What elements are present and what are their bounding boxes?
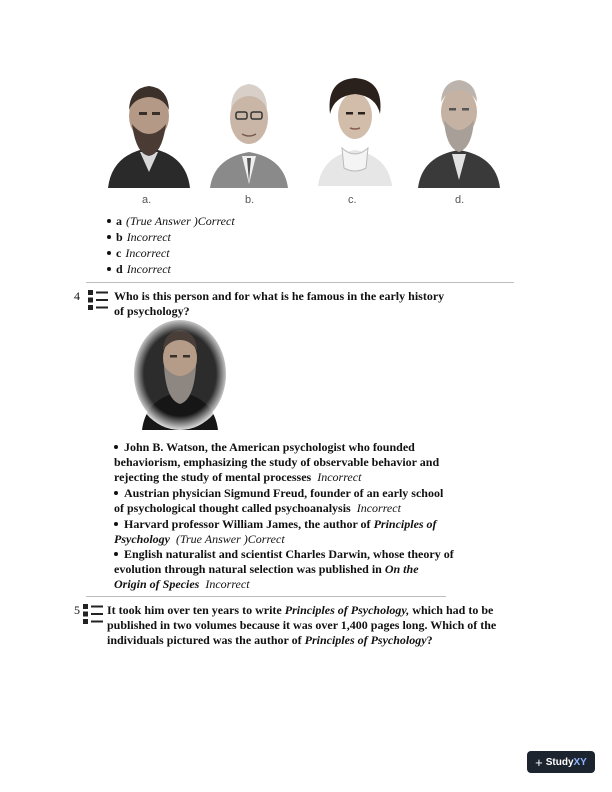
question-number: 5	[74, 603, 80, 617]
q3-option-b: b Incorrect	[107, 230, 171, 244]
plus-icon: +	[535, 754, 543, 770]
question-text: It took him over ten years to write Principles of Psychology, which had to be published in two volumes because it was over 1,400 pages long. Which of the individuals pictured was the author of Principles of Psychology?	[107, 603, 497, 647]
portrait-d	[414, 70, 504, 188]
q4-choice-james: Harvard professor William James, the author of Principles of Psychology (True Answer )Correct	[114, 517, 437, 547]
brand-accent: XY	[573, 756, 587, 768]
portrait-a	[106, 72, 192, 188]
portrait-william-james	[132, 318, 228, 430]
photo-label-a: a.	[142, 194, 152, 206]
q4-choice-watson: John B. Watson, the American psychologist who founded behaviorism, emphasizing the study of observable behavior and rejecting the study of mental processes Incorrect	[114, 440, 440, 485]
portrait-c	[312, 70, 398, 186]
list-icon	[82, 603, 104, 625]
photo-label-d: d.	[455, 194, 465, 206]
q4-choice-darwin: English naturalist and scientist Charles Darwin, whose theory of evolution through natural selection was published in On the Origin of Species Incorrect	[114, 547, 454, 592]
question-text: Who is this person and for what is he famous in the early history of psychology?	[114, 289, 445, 318]
studyxy-badge[interactable]	[527, 751, 595, 773]
q4-choice-freud: Austrian physician Sigmund Freud, founder of an early school of psychological thought called psychoanalysis Incorrect	[114, 486, 444, 516]
portrait-b	[206, 72, 292, 188]
q3-option-a: a (True Answer )Correct	[107, 214, 235, 228]
divider	[86, 596, 446, 597]
photo-label-b: b.	[245, 194, 255, 206]
photo-label-c: c.	[348, 194, 357, 206]
list-icon	[87, 289, 109, 311]
brand-name: Study	[545, 756, 574, 768]
q3-option-c: c Incorrect	[107, 246, 170, 260]
divider	[86, 282, 514, 283]
q3-option-d: d Incorrect	[107, 262, 171, 276]
question-number: 4	[74, 289, 80, 303]
